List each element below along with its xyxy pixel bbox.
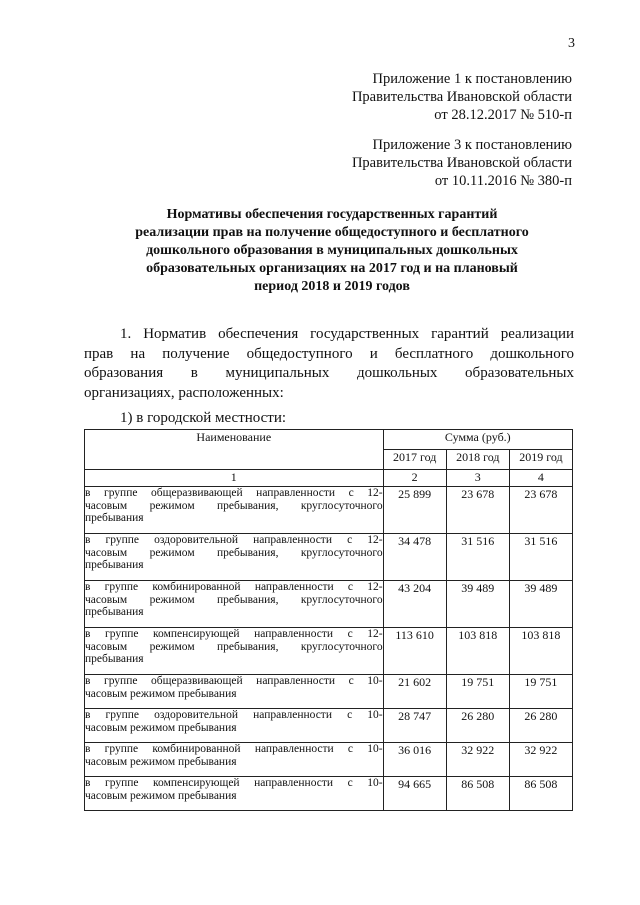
table-row [85, 581, 573, 628]
row-name-line: в группе оздоровительной направленности с 12- [85, 534, 383, 546]
row-name-line: пребывания [85, 606, 144, 618]
row-name [85, 487, 384, 534]
value-2018: 19 751 [446, 675, 509, 709]
value-2017: 113 610 [383, 628, 446, 675]
value-2018: 32 922 [446, 743, 509, 777]
value-2017: 43 204 [383, 581, 446, 628]
row-name [85, 743, 384, 777]
column-number: 1 [85, 470, 384, 487]
document-title [88, 206, 576, 296]
row-name-line: в группе компенсирующей направленности с 10- [85, 777, 383, 789]
title-line: период 2018 и 2019 годов [254, 279, 410, 294]
paragraph-1 [84, 325, 574, 403]
value-2018: 26 280 [446, 709, 509, 743]
value-2018: 103 818 [446, 628, 509, 675]
value-2017: 25 899 [383, 487, 446, 534]
row-name [85, 628, 384, 675]
row-name-line: в группе комбинированной направленности с 10- [85, 743, 383, 755]
table-row [85, 487, 573, 534]
column-number: 2 [383, 470, 446, 487]
title-line: дошкольного образования в муниципальных дошкольных [146, 243, 518, 258]
title-line: реализации прав на получение общедоступного и бесплатного [135, 225, 529, 240]
value-2019: 86 508 [509, 777, 572, 811]
paragraph-line: организациях, расположенных: [84, 384, 284, 401]
appendix-3-reference [300, 136, 572, 190]
value-2018: 86 508 [446, 777, 509, 811]
value-2019: 23 678 [509, 487, 572, 534]
row-name-line: часовым режимом пребывания, круглосуточного [85, 546, 383, 559]
row-name-line: в группе комбинированной направленности с 12- [85, 581, 383, 593]
appendix-1-reference [300, 70, 572, 124]
paragraph-line: образования в муниципальных дошкольных образовательных [84, 365, 574, 381]
row-name [85, 777, 384, 811]
row-name-line: часовым режимом пребывания [85, 755, 237, 768]
paragraph-line: прав на получение общедоступного и бесплатного дошкольного [84, 345, 574, 362]
header-year-2017: 2017 год [383, 450, 446, 470]
header-year-2019: 2019 год [509, 450, 572, 470]
column-number: 3 [446, 470, 509, 487]
appendix-3-line: Приложение 3 к постановлению [372, 137, 572, 153]
row-name-line: в группе компенсирующей направленности с 12- [85, 628, 383, 640]
value-2018: 23 678 [446, 487, 509, 534]
row-name-line: часовым режимом пребывания, круглосуточного [85, 593, 383, 606]
table-row [85, 534, 573, 581]
row-name [85, 581, 384, 628]
value-2019: 39 489 [509, 581, 572, 628]
table-row [85, 743, 573, 777]
title-line: образовательных организациях на 2017 год и на плановый [146, 261, 518, 276]
value-2017: 28 747 [383, 709, 446, 743]
header-sum: Сумма (руб.) [383, 430, 572, 450]
row-name-line: пребывания [85, 653, 144, 665]
value-2019: 19 751 [509, 675, 572, 709]
header-year-2018: 2018 год [446, 450, 509, 470]
column-number: 4 [509, 470, 572, 487]
value-2019: 31 516 [509, 534, 572, 581]
appendix-1-line: от 28.12.2017 № 510-п [434, 107, 572, 123]
table-row [85, 777, 573, 811]
row-name [85, 534, 384, 581]
row-name [85, 709, 384, 743]
appendix-1-line: Правительства Ивановской области [351, 89, 572, 105]
row-name-line: в группе общеразвивающей направленности с 10- [85, 675, 383, 687]
row-name [85, 675, 384, 709]
value-2017: 94 665 [383, 777, 446, 811]
row-name-line: часовым режимом пребывания, круглосуточного [85, 640, 383, 653]
row-name-line: в группе оздоровительной направленности с 10- [85, 709, 383, 721]
table-row [85, 709, 573, 743]
value-2017: 36 016 [383, 743, 446, 777]
title-line: Нормативы обеспечения государственных гарантий [166, 207, 498, 222]
header-name: Наименование [85, 430, 384, 470]
value-2019: 26 280 [509, 709, 572, 743]
row-name-line: пребывания [85, 559, 144, 571]
table-row [85, 675, 573, 709]
row-name-line: часовым режимом пребывания [85, 687, 237, 700]
norms-table [84, 429, 573, 811]
page-number: 3 [568, 36, 575, 51]
value-2017: 34 478 [383, 534, 446, 581]
paragraph-line: 1. Норматив обеспечения государственных гарантий реализации [120, 326, 574, 342]
row-name-line: часовым режимом пребывания [85, 721, 237, 734]
appendix-1-line: Приложение 1 к постановлению [372, 71, 572, 87]
table-row [85, 628, 573, 675]
row-name-line: часовым режимом пребывания [85, 789, 237, 802]
value-2018: 39 489 [446, 581, 509, 628]
appendix-3-line: от 10.11.2016 № 380-п [434, 173, 572, 189]
subheading-urban: 1) в городской местности: [120, 410, 287, 426]
value-2019: 32 922 [509, 743, 572, 777]
value-2019: 103 818 [509, 628, 572, 675]
row-name-line: в группе общеразвивающей направленности с 12- [85, 487, 383, 499]
value-2017: 21 602 [383, 675, 446, 709]
row-name-line: часовым режимом пребывания, круглосуточного [85, 499, 383, 512]
value-2018: 31 516 [446, 534, 509, 581]
row-name-line: пребывания [85, 512, 144, 524]
appendix-3-line: Правительства Ивановской области [351, 155, 572, 171]
